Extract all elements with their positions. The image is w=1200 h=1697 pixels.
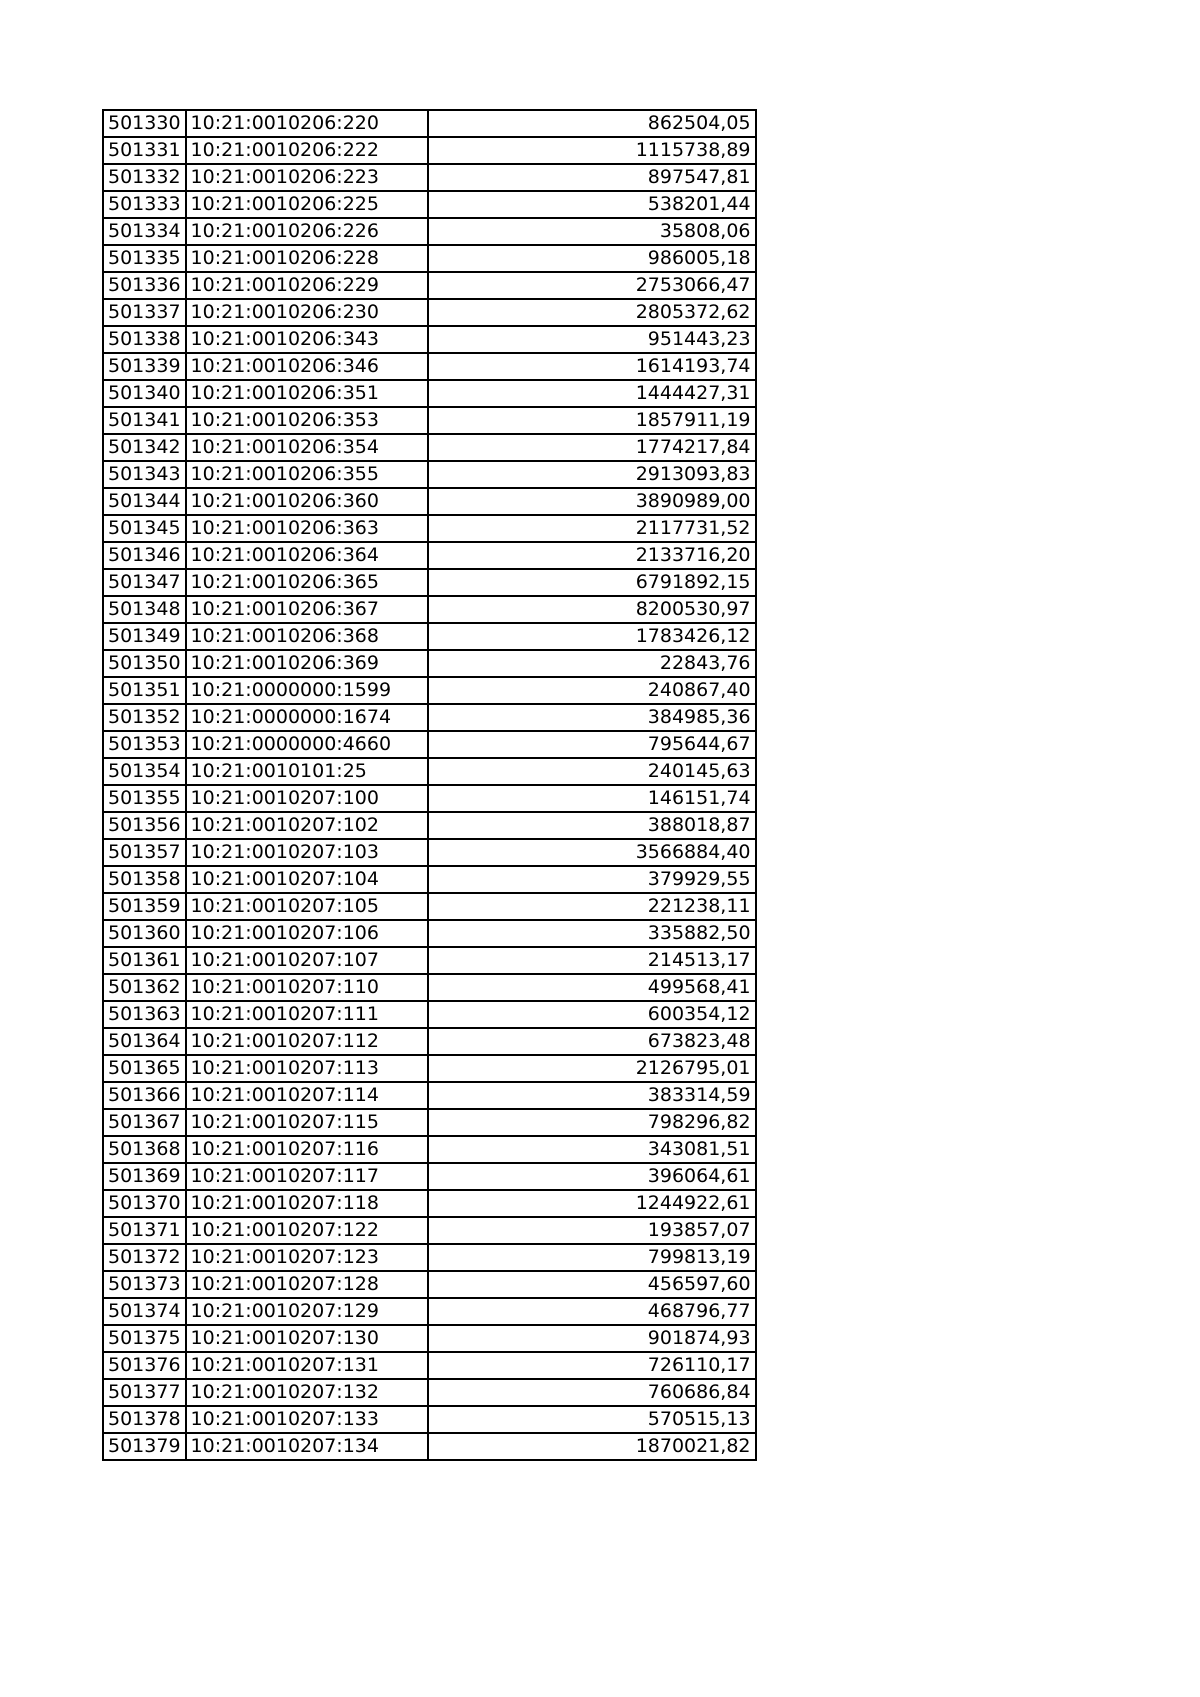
- row-number-cell: 501376: [103, 1352, 186, 1379]
- row-number-cell: 501334: [103, 218, 186, 245]
- table-row: [103, 137, 756, 164]
- cadastral-number-cell: 10:21:0010207:134: [186, 1433, 428, 1460]
- table-row: [103, 1163, 756, 1190]
- table-row: [103, 515, 756, 542]
- row-number-cell: 501346: [103, 542, 186, 569]
- table-row: [103, 272, 756, 299]
- cadastral-number-cell: 10:21:0010207:117: [186, 1163, 428, 1190]
- row-number-cell: 501367: [103, 1109, 186, 1136]
- value-cell: 901874,93: [428, 1325, 756, 1352]
- value-cell: 538201,44: [428, 191, 756, 218]
- row-number-cell: 501341: [103, 407, 186, 434]
- value-cell: 673823,48: [428, 1028, 756, 1055]
- row-number-cell: 501358: [103, 866, 186, 893]
- table-row: [103, 650, 756, 677]
- row-number-cell: 501344: [103, 488, 186, 515]
- value-cell: 1870021,82: [428, 1433, 756, 1460]
- value-cell: 1857911,19: [428, 407, 756, 434]
- value-cell: 146151,74: [428, 785, 756, 812]
- row-number-cell: 501348: [103, 596, 186, 623]
- value-cell: 2126795,01: [428, 1055, 756, 1082]
- cadastral-number-cell: 10:21:0010207:114: [186, 1082, 428, 1109]
- cadastral-number-cell: 10:21:0010206:228: [186, 245, 428, 272]
- row-number-cell: 501370: [103, 1190, 186, 1217]
- table-row: [103, 1271, 756, 1298]
- row-number-cell: 501368: [103, 1136, 186, 1163]
- row-number-cell: 501375: [103, 1325, 186, 1352]
- table-row: [103, 731, 756, 758]
- table-row: [103, 1082, 756, 1109]
- row-number-cell: 501330: [103, 110, 186, 137]
- row-number-cell: 501364: [103, 1028, 186, 1055]
- row-number-cell: 501339: [103, 353, 186, 380]
- value-cell: 760686,84: [428, 1379, 756, 1406]
- row-number-cell: 501343: [103, 461, 186, 488]
- cadastral-number-cell: 10:21:0010206:229: [186, 272, 428, 299]
- value-cell: 383314,59: [428, 1082, 756, 1109]
- value-cell: 862504,05: [428, 110, 756, 137]
- row-number-cell: 501373: [103, 1271, 186, 1298]
- row-number-cell: 501379: [103, 1433, 186, 1460]
- cadastral-number-cell: 10:21:0010207:102: [186, 812, 428, 839]
- cadastral-number-cell: 10:21:0010206:367: [186, 596, 428, 623]
- cadastral-number-cell: 10:21:0010207:130: [186, 1325, 428, 1352]
- table-row: [103, 623, 756, 650]
- cadastral-number-cell: 10:21:0010207:111: [186, 1001, 428, 1028]
- value-cell: 986005,18: [428, 245, 756, 272]
- row-number-cell: 501359: [103, 893, 186, 920]
- cadastral-number-cell: 10:21:0010206:353: [186, 407, 428, 434]
- row-number-cell: 501363: [103, 1001, 186, 1028]
- table-row: [103, 299, 756, 326]
- row-number-cell: 501360: [103, 920, 186, 947]
- value-cell: 240145,63: [428, 758, 756, 785]
- cadastral-number-cell: 10:21:0010207:116: [186, 1136, 428, 1163]
- cadastral-number-cell: 10:21:0010207:118: [186, 1190, 428, 1217]
- table-row: [103, 704, 756, 731]
- value-cell: 379929,55: [428, 866, 756, 893]
- cadastral-number-cell: 10:21:0000000:1599: [186, 677, 428, 704]
- row-number-cell: 501369: [103, 1163, 186, 1190]
- table-row: [103, 488, 756, 515]
- cadastral-number-cell: 10:21:0000000:1674: [186, 704, 428, 731]
- row-number-cell: 501366: [103, 1082, 186, 1109]
- cadastral-number-cell: 10:21:0010207:123: [186, 1244, 428, 1271]
- table-row: [103, 1433, 756, 1460]
- table-row: [103, 1109, 756, 1136]
- value-cell: 335882,50: [428, 920, 756, 947]
- table-row: [103, 110, 756, 137]
- cadastral-number-cell: 10:21:0010207:132: [186, 1379, 428, 1406]
- row-number-cell: 501345: [103, 515, 186, 542]
- cadastral-number-cell: 10:21:0010206:364: [186, 542, 428, 569]
- cadastral-number-cell: 10:21:0010206:223: [186, 164, 428, 191]
- row-number-cell: 501338: [103, 326, 186, 353]
- row-number-cell: 501355: [103, 785, 186, 812]
- value-cell: 384985,36: [428, 704, 756, 731]
- table-row: [103, 326, 756, 353]
- table-row: [103, 1136, 756, 1163]
- table-row: [103, 407, 756, 434]
- row-number-cell: 501371: [103, 1217, 186, 1244]
- value-cell: 3566884,40: [428, 839, 756, 866]
- table-row: [103, 569, 756, 596]
- table-row: [103, 1190, 756, 1217]
- data-table: [102, 109, 757, 1461]
- cadastral-number-cell: 10:21:0000000:4660: [186, 731, 428, 758]
- row-number-cell: 501377: [103, 1379, 186, 1406]
- cadastral-number-cell: 10:21:0010207:112: [186, 1028, 428, 1055]
- cadastral-number-cell: 10:21:0010206:346: [186, 353, 428, 380]
- row-number-cell: 501378: [103, 1406, 186, 1433]
- value-cell: 6791892,15: [428, 569, 756, 596]
- table-row: [103, 1298, 756, 1325]
- table-row: [103, 812, 756, 839]
- value-cell: 2117731,52: [428, 515, 756, 542]
- row-number-cell: 501347: [103, 569, 186, 596]
- cadastral-number-cell: 10:21:0010207:103: [186, 839, 428, 866]
- row-number-cell: 501340: [103, 380, 186, 407]
- value-cell: 600354,12: [428, 1001, 756, 1028]
- value-cell: 193857,07: [428, 1217, 756, 1244]
- row-number-cell: 501331: [103, 137, 186, 164]
- cadastral-number-cell: 10:21:0010207:113: [186, 1055, 428, 1082]
- value-cell: 8200530,97: [428, 596, 756, 623]
- cadastral-number-cell: 10:21:0010206:226: [186, 218, 428, 245]
- table-row: [103, 839, 756, 866]
- table-row: [103, 1244, 756, 1271]
- cadastral-number-cell: 10:21:0010207:104: [186, 866, 428, 893]
- table-row: [103, 1406, 756, 1433]
- value-cell: 221238,11: [428, 893, 756, 920]
- cadastral-number-cell: 10:21:0010206:369: [186, 650, 428, 677]
- value-cell: 951443,23: [428, 326, 756, 353]
- cadastral-number-cell: 10:21:0010101:25: [186, 758, 428, 785]
- row-number-cell: 501365: [103, 1055, 186, 1082]
- row-number-cell: 501336: [103, 272, 186, 299]
- table-row: [103, 596, 756, 623]
- value-cell: 396064,61: [428, 1163, 756, 1190]
- value-cell: 799813,19: [428, 1244, 756, 1271]
- value-cell: 456597,60: [428, 1271, 756, 1298]
- cadastral-number-cell: 10:21:0010206:365: [186, 569, 428, 596]
- value-cell: 1614193,74: [428, 353, 756, 380]
- value-cell: 570515,13: [428, 1406, 756, 1433]
- value-cell: 798296,82: [428, 1109, 756, 1136]
- row-number-cell: 501354: [103, 758, 186, 785]
- row-number-cell: 501374: [103, 1298, 186, 1325]
- value-cell: 240867,40: [428, 677, 756, 704]
- value-cell: 1774217,84: [428, 434, 756, 461]
- value-cell: 214513,17: [428, 947, 756, 974]
- value-cell: 388018,87: [428, 812, 756, 839]
- cadastral-number-cell: 10:21:0010206:225: [186, 191, 428, 218]
- value-cell: 22843,76: [428, 650, 756, 677]
- data-table-body: [103, 110, 756, 1460]
- table-row: [103, 893, 756, 920]
- cadastral-number-cell: 10:21:0010207:115: [186, 1109, 428, 1136]
- table-row: [103, 245, 756, 272]
- table-row: [103, 1379, 756, 1406]
- value-cell: 795644,67: [428, 731, 756, 758]
- value-cell: 2805372,62: [428, 299, 756, 326]
- row-number-cell: 501342: [103, 434, 186, 461]
- row-number-cell: 501356: [103, 812, 186, 839]
- cadastral-number-cell: 10:21:0010206:230: [186, 299, 428, 326]
- value-cell: 1444427,31: [428, 380, 756, 407]
- table-row: [103, 434, 756, 461]
- row-number-cell: 501335: [103, 245, 186, 272]
- row-number-cell: 501349: [103, 623, 186, 650]
- table-row: [103, 974, 756, 1001]
- row-number-cell: 501357: [103, 839, 186, 866]
- table-row: [103, 947, 756, 974]
- cadastral-number-cell: 10:21:0010207:122: [186, 1217, 428, 1244]
- value-cell: 2753066,47: [428, 272, 756, 299]
- cadastral-number-cell: 10:21:0010207:106: [186, 920, 428, 947]
- table-row: [103, 542, 756, 569]
- value-cell: 1244922,61: [428, 1190, 756, 1217]
- value-cell: 897547,81: [428, 164, 756, 191]
- cadastral-number-cell: 10:21:0010206:343: [186, 326, 428, 353]
- cadastral-number-cell: 10:21:0010207:107: [186, 947, 428, 974]
- cadastral-number-cell: 10:21:0010207:131: [186, 1352, 428, 1379]
- table-row: [103, 353, 756, 380]
- cadastral-number-cell: 10:21:0010207:100: [186, 785, 428, 812]
- row-number-cell: 501351: [103, 677, 186, 704]
- cadastral-number-cell: 10:21:0010206:222: [186, 137, 428, 164]
- cadastral-number-cell: 10:21:0010206:360: [186, 488, 428, 515]
- row-number-cell: 501372: [103, 1244, 186, 1271]
- cadastral-number-cell: 10:21:0010206:351: [186, 380, 428, 407]
- cadastral-number-cell: 10:21:0010207:105: [186, 893, 428, 920]
- table-row: [103, 1028, 756, 1055]
- cadastral-number-cell: 10:21:0010206:368: [186, 623, 428, 650]
- value-cell: 726110,17: [428, 1352, 756, 1379]
- row-number-cell: 501352: [103, 704, 186, 731]
- table-row: [103, 461, 756, 488]
- table-row: [103, 164, 756, 191]
- table-row: [103, 866, 756, 893]
- cadastral-number-cell: 10:21:0010207:110: [186, 974, 428, 1001]
- value-cell: 1115738,89: [428, 137, 756, 164]
- row-number-cell: 501362: [103, 974, 186, 1001]
- cadastral-number-cell: 10:21:0010206:220: [186, 110, 428, 137]
- table-row: [103, 758, 756, 785]
- value-cell: 2133716,20: [428, 542, 756, 569]
- row-number-cell: 501361: [103, 947, 186, 974]
- table-row: [103, 218, 756, 245]
- cadastral-number-cell: 10:21:0010206:354: [186, 434, 428, 461]
- cadastral-number-cell: 10:21:0010207:129: [186, 1298, 428, 1325]
- table-row: [103, 920, 756, 947]
- row-number-cell: 501353: [103, 731, 186, 758]
- table-row: [103, 1055, 756, 1082]
- row-number-cell: 501333: [103, 191, 186, 218]
- value-cell: 2913093,83: [428, 461, 756, 488]
- table-row: [103, 1217, 756, 1244]
- cadastral-number-cell: 10:21:0010207:133: [186, 1406, 428, 1433]
- row-number-cell: 501337: [103, 299, 186, 326]
- table-row: [103, 677, 756, 704]
- value-cell: 35808,06: [428, 218, 756, 245]
- table-row: [103, 380, 756, 407]
- value-cell: 3890989,00: [428, 488, 756, 515]
- value-cell: 343081,51: [428, 1136, 756, 1163]
- value-cell: 499568,41: [428, 974, 756, 1001]
- value-cell: 468796,77: [428, 1298, 756, 1325]
- table-row: [103, 1325, 756, 1352]
- row-number-cell: 501332: [103, 164, 186, 191]
- table-row: [103, 785, 756, 812]
- value-cell: 1783426,12: [428, 623, 756, 650]
- row-number-cell: 501350: [103, 650, 186, 677]
- table-row: [103, 1352, 756, 1379]
- table-row: [103, 1001, 756, 1028]
- cadastral-number-cell: 10:21:0010206:355: [186, 461, 428, 488]
- cadastral-number-cell: 10:21:0010206:363: [186, 515, 428, 542]
- cadastral-number-cell: 10:21:0010207:128: [186, 1271, 428, 1298]
- table-row: [103, 191, 756, 218]
